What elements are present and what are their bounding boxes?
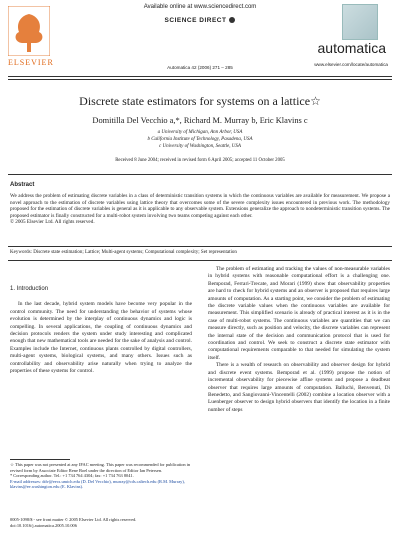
journal-name: automatica [317, 40, 386, 56]
right-column [208, 266, 390, 414]
intro-paragraph: In the last decade, hybrid system models have become very popular in the control community. The need for understanding the behavior of systems whose evolution is determined by the interplay of continuous dynamics and logic is compelling. In several applications, the coupling of continuous dynamics and decision protocols renders the system under study interesting and complicated enough that new mathematical tools are needed for the sake of analysis and control. Examples include the Internet, continuous plants controlled by digital controllers, multi-agent systems, biological systems, and many others. Issues such as controllability and observability arise naturally when trying to analyze the properties of these systems for control. [10, 301, 192, 375]
abstract-heading: Abstract [10, 182, 35, 188]
affiliation-b: b California Institute of Technology, Pasadena, USA [147, 137, 253, 142]
footnotes [10, 462, 192, 490]
left-column [10, 286, 192, 375]
sciencedirect-logo [145, 13, 255, 27]
keywords-line: Keywords: Discrete state estimation; Lattice; Multi-agent systems; Computational complexity; Set representation [10, 250, 237, 255]
abstract-rule-top [8, 174, 392, 175]
abstract-body [10, 193, 390, 226]
header-rule [8, 76, 392, 77]
header-rule-thin [8, 79, 392, 80]
publisher-name: ELSEVIER [8, 58, 54, 67]
availability-line: Available online at www.sciencedirect.com [143, 4, 257, 10]
doi-line[interactable]: doi:10.1016/j.automatica.2005.10.006 [10, 522, 77, 528]
footnote-emails[interactable]: E-mail addresses: ddv@eecs.umich.edu (D. Del Vecchio), murray@cds.caltech.edu (R.M. Murray), klavins@ee.washington.edu (E. Klavins). [10, 478, 185, 490]
keywords-rule-bottom [8, 260, 392, 261]
issn-line: 0005-1098/$ - see front matter © 2005 Elsevier Ltd. All rights reserved. [10, 517, 137, 522]
affiliation-c: c University of Washington, Seattle, USA [159, 144, 241, 149]
right-paragraph-2: There is a wealth of research on observability and observer design for hybrid and discrete event systems. Bemporad et al. (1999) propose the notion of incremental observability for piecewise affine systems and propose a deadbeat observer that requires large amounts of computation. Balluchi, Benvenuti, Di Benedetto, and Sangiovanni-Vincentelli (2002) combine a location observer with a Luenberger observer to design hybrid observers that identify the location in a finite number of steps [208, 362, 390, 413]
paper-title: Discrete state estimators for systems on a lattice☆ [79, 94, 321, 108]
right-paragraph-1: The problem of estimating and tracking the values of non-measurable variables in hybrid systems with reasonable computational effort is a challenging one. Bemporad, Ferrari-Trecate, and Morari (1999) show that observability properties are hard to check for hybrid systems and an observer is proposed that requires large amounts of computation. As a starting point, we consider the problem of estimating the discrete variable values when the continuous variables are available for measurement. This simplified scenario is already of practical interest as it is in the case of multi-robot systems. The continuous variables are quantities that we can measure directly, such as position and velocity, the discrete variables can represent the internal state of the decision and communication protocol that is used for coordination and control. We seek to construct a discrete state estimator with computational requirements comparable to that needed for simulating the system itself. [208, 266, 390, 361]
footnote-rule [10, 459, 70, 460]
citation-line: Automatica 42 (2006) 271 – 285 [167, 65, 233, 70]
journal-header [0, 0, 400, 78]
journal-cover-thumbnail [342, 4, 378, 40]
abstract-copyright: © 2005 Elsevier Ltd. All rights reserved. [10, 219, 95, 226]
journal-url[interactable]: www.elsevier.com/locate/automatica [314, 62, 388, 67]
affiliation-a: a University of Michigan, Ann Arbor, USA [157, 130, 243, 135]
paper-authors: Domitilla Del Vecchio a,*, Richard M. Murray b, Eric Klavins c [92, 116, 308, 125]
front-matter-info [10, 517, 192, 528]
footnote-star: ☆ This paper was not presented at any IFAC meeting. This paper was recommended for publication in revised form by Associate Editor Rene Boel under the direction of Editor Ian Petersen. [10, 462, 191, 473]
sd-left-label: SCIENCE DIRECT [164, 16, 227, 24]
footnote-corresponding: * Corresponding author. Tel.: +1 734 764 4304; fax: +1 734 763 8041. [10, 473, 134, 479]
sd-dot-icon [229, 17, 235, 23]
keywords-rule [8, 246, 392, 247]
abstract-text: We address the problem of estimating discrete variables in a class of deterministic transition systems in which the continuous variables are available for measurement. We propose a novel approach to the estimation of discrete variables using lattice theory that overcomes some of the severe complexity issues encountered in previous work. The methodology proposed for the estimation of discrete variables is general as it is applicable to any observable system. Extensions generalize the approach to nondeterministic transition systems. The proposed estimator is finally constructed for a multi-robot system involving two teams competing against each other. [10, 193, 390, 219]
received-dates: Received 8 June 2004; received in revised form 6 April 2005; accepted 11 October 2005 [115, 158, 285, 163]
elsevier-tree-logo [8, 6, 50, 56]
section-heading: 1. Introduction [10, 286, 49, 292]
